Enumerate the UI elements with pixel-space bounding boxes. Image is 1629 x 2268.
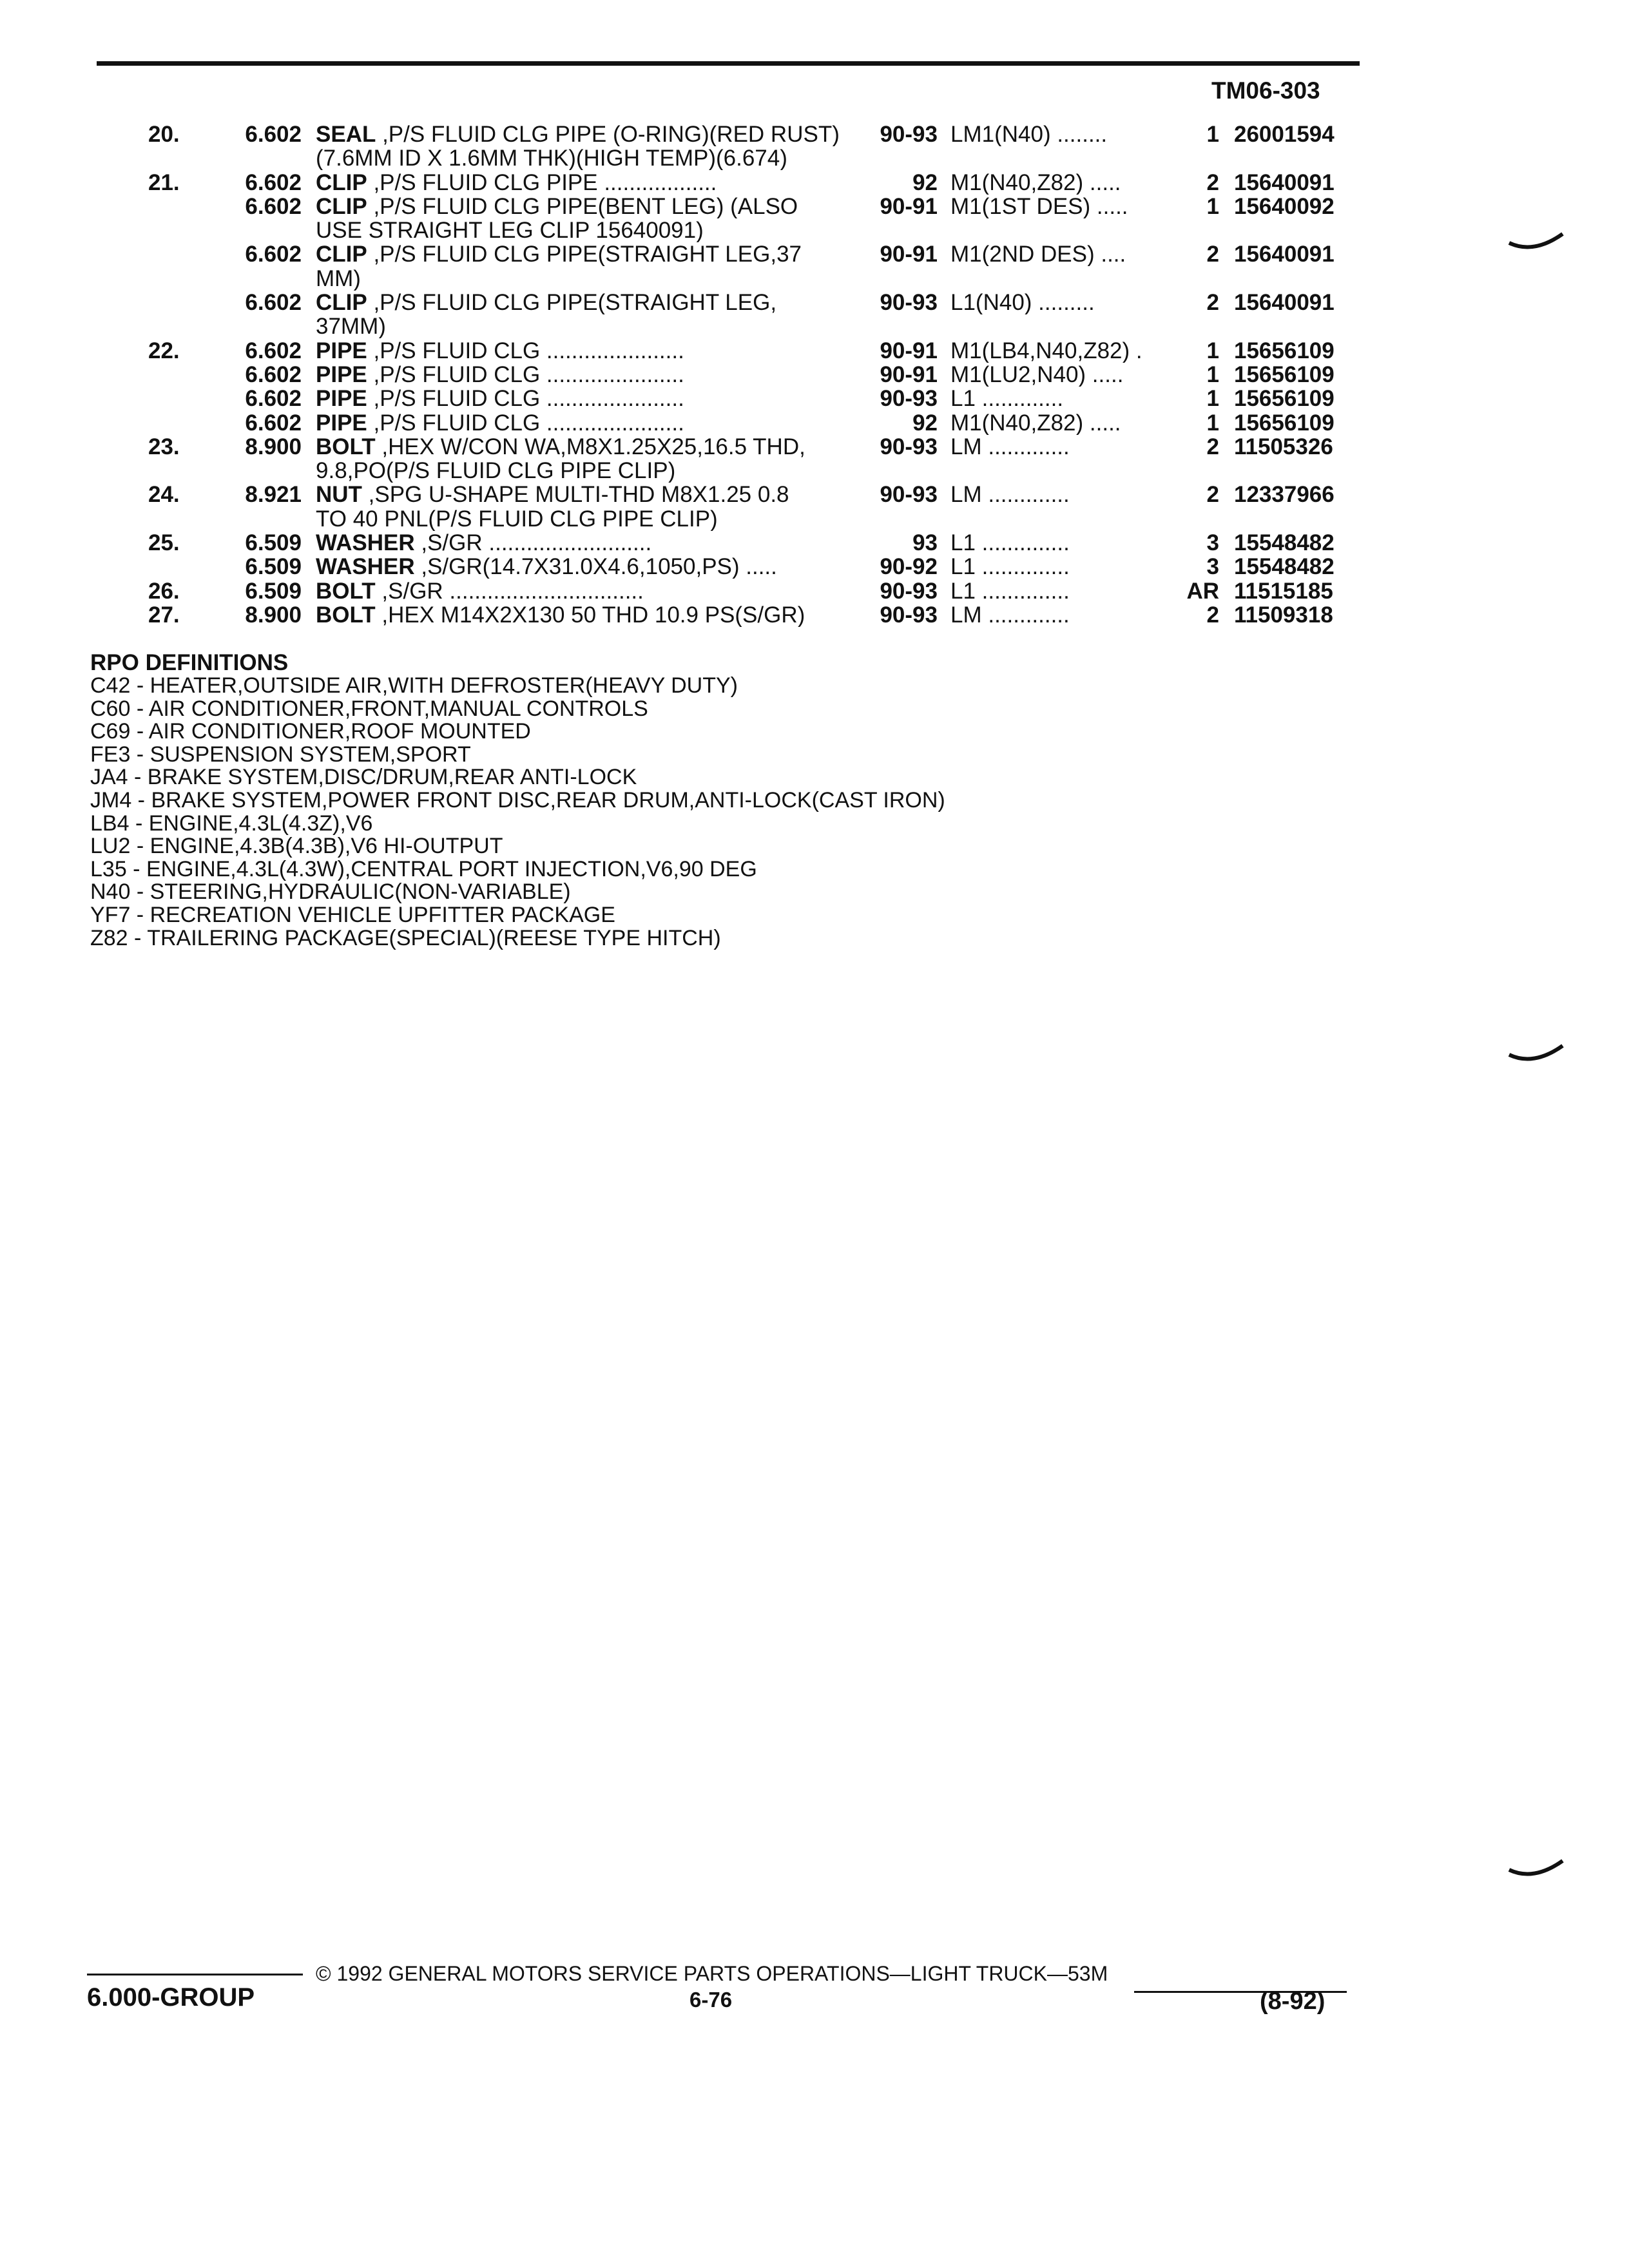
part-description-text: ,P/S FLUID CLG ...................... (367, 387, 684, 411)
model-years: 90-93 (880, 482, 938, 508)
rpo-definitions (90, 651, 945, 950)
part-name: BOLT (316, 579, 376, 603)
group-number: 6.602 (245, 386, 302, 412)
rpo-lines (90, 675, 945, 950)
group-number: 8.900 (245, 434, 302, 459)
part-name: NUT (316, 483, 362, 507)
rpo-definition: N40 - STEERING,HYDRAULIC(NON-VARIABLE) (90, 879, 571, 905)
part-number: 15656109 (1234, 338, 1335, 363)
model-years: 90-91 (880, 361, 938, 387)
parts-row (0, 603, 1629, 627)
part-name: PIPE (316, 338, 367, 363)
model-years: 90-93 (880, 386, 938, 412)
part-name: PIPE (316, 387, 367, 411)
group-number: 6.509 (245, 554, 302, 580)
parts-row (0, 435, 1629, 459)
model-code: L1 .............. (950, 531, 1070, 555)
group-number: 6.509 (245, 578, 302, 604)
part-description-text: ,P/S FLUID CLG PIPE(BENT LEG) (ALSO (367, 194, 798, 218)
part-description (316, 507, 844, 531)
footer-group: 6.000-GROUP (87, 1983, 255, 2012)
model-years: 90-93 (880, 290, 938, 316)
parts-row (0, 171, 1629, 195)
parts-row (0, 579, 1629, 603)
part-name: BOLT (316, 434, 376, 459)
rpo-definition: L35 - ENGINE,4.3L(4.3W),CENTRAL PORT INJECTION,V6,90 DEG (90, 856, 757, 881)
quantity: 1 (1206, 122, 1219, 147)
rpo-definition: LB4 - ENGINE,4.3L(4.3Z),V6 (90, 811, 373, 836)
model-years: 90-93 (880, 122, 938, 147)
quantity: 1 (1206, 410, 1219, 436)
rpo-definition: YF7 - RECREATION VEHICLE UPFITTER PACKAGE (90, 902, 615, 927)
model-code: LM ............. (950, 434, 1070, 459)
parts-row (0, 267, 1629, 291)
part-name: CLIP (316, 194, 367, 218)
model-code: LM ............. (950, 602, 1070, 627)
parts-row (0, 314, 1629, 338)
quantity: 2 (1206, 434, 1219, 459)
part-description (316, 387, 844, 410)
item-number: 20. (148, 122, 180, 147)
quantity: 2 (1206, 482, 1219, 508)
item-number: 27. (148, 602, 180, 628)
part-description-text: ,SPG U-SHAPE MULTI-THD M8X1.25 0.8 (361, 483, 789, 507)
part-name: CLIP (316, 242, 367, 267)
top-rule (97, 61, 1360, 66)
item-number: 24. (148, 482, 180, 508)
model-years: 90-93 (880, 434, 938, 459)
binding-mark (1508, 1041, 1566, 1066)
part-number: 11505326 (1234, 434, 1333, 459)
parts-row (0, 555, 1629, 579)
part-description (316, 363, 844, 387)
quantity: AR (1186, 578, 1219, 604)
model-years: 90-93 (880, 602, 938, 628)
part-description-text: ,P/S FLUID CLG PIPE(STRAIGHT LEG,37 (367, 242, 802, 267)
part-description (316, 531, 844, 555)
part-number: 15656109 (1234, 361, 1335, 387)
part-description-text: ,S/GR ............................... (375, 579, 644, 603)
quantity: 1 (1206, 338, 1219, 363)
parts-row (0, 387, 1629, 410)
part-description-text: 9.8,PO(P/S FLUID CLG PIPE CLIP) (316, 459, 676, 483)
part-description-text: ,S/GR .......................... (414, 531, 652, 555)
rpo-definition: C42 - HEATER,OUTSIDE AIR,WITH DEFROSTER(HEAVY DUTY) (90, 673, 738, 698)
footer-page-number: 6-76 (689, 1988, 733, 2012)
part-description (316, 435, 844, 459)
part-number: 15548482 (1234, 554, 1335, 580)
footer-rule-left (87, 1974, 303, 1975)
quantity: 1 (1206, 193, 1219, 219)
parts-row (0, 483, 1629, 506)
part-description (316, 146, 844, 170)
binding-mark (1508, 1856, 1566, 1881)
part-description (316, 603, 844, 627)
rpo-definition: JA4 - BRAKE SYSTEM,DISC/DRUM,REAR ANTI-LOCK (90, 765, 637, 790)
model-years: 90-91 (880, 193, 938, 219)
model-years: 90-93 (880, 578, 938, 604)
part-name: WASHER (316, 555, 415, 579)
part-name: CLIP (316, 170, 367, 195)
part-description (316, 122, 844, 146)
part-description (316, 579, 844, 603)
part-name: SEAL (316, 122, 376, 146)
footer-date: (8-92) (1260, 1988, 1325, 2015)
part-number: 15656109 (1234, 386, 1335, 412)
model-years: 90-92 (880, 554, 938, 580)
part-number: 15640092 (1234, 193, 1335, 219)
item-number: 23. (148, 434, 180, 459)
group-number: 6.602 (245, 193, 302, 219)
group-number: 6.509 (245, 530, 302, 556)
part-description-text: ,P/S FLUID CLG ...................... (367, 362, 684, 387)
part-description-text: USE STRAIGHT LEG CLIP 15640091) (316, 218, 704, 243)
part-description (316, 339, 844, 363)
parts-list (0, 122, 1629, 627)
parts-row (0, 531, 1629, 555)
part-number: 12337966 (1234, 482, 1335, 508)
part-name: WASHER (316, 531, 415, 555)
parts-row (0, 363, 1629, 387)
part-number: 11509318 (1234, 602, 1333, 628)
quantity: 2 (1206, 290, 1219, 316)
parts-row (0, 339, 1629, 363)
part-name: BOLT (316, 602, 376, 627)
part-number: 26001594 (1234, 122, 1335, 147)
part-number: 15656109 (1234, 410, 1335, 436)
part-description-text: ,P/S FLUID CLG PIPE .................. (367, 170, 717, 195)
parts-row (0, 411, 1629, 435)
parts-row (0, 291, 1629, 314)
part-description-text: ,HEX M14X2X130 50 THD 10.9 PS(S/GR) (375, 602, 805, 627)
rpo-definition: Z82 - TRAILERING PACKAGE(SPECIAL)(REESE TYPE HITCH) (90, 925, 721, 950)
item-number: 22. (148, 338, 180, 363)
model-code: L1 .............. (950, 555, 1070, 579)
model-code: M1(N40,Z82) ..... (950, 170, 1121, 195)
part-name: CLIP (316, 291, 367, 315)
part-description-text: ,S/GR(14.7X31.0X4.6,1050,PS) ..... (414, 555, 777, 579)
parts-row (0, 507, 1629, 531)
parts-row (0, 218, 1629, 242)
group-number: 8.921 (245, 482, 302, 508)
parts-row (0, 122, 1629, 146)
rpo-definition: C60 - AIR CONDITIONER,FRONT,MANUAL CONTROLS (90, 696, 648, 721)
quantity: 2 (1206, 242, 1219, 267)
part-description (316, 459, 844, 483)
group-number: 6.602 (245, 410, 302, 436)
group-number: 6.602 (245, 122, 302, 147)
model-code: LM ............. (950, 483, 1070, 507)
rpo-definition: FE3 - SUSPENSION SYSTEM,SPORT (90, 742, 471, 767)
quantity: 2 (1206, 602, 1219, 628)
part-number: 15640091 (1234, 169, 1335, 195)
part-description (316, 267, 844, 291)
model-years: 92 (912, 410, 938, 436)
part-description-text: ,P/S FLUID CLG PIPE(STRAIGHT LEG, (367, 291, 777, 315)
rpo-definition: C69 - AIR CONDITIONER,ROOF MOUNTED (90, 719, 531, 744)
group-number: 6.602 (245, 169, 302, 195)
model-code: LM1(N40) ........ (950, 122, 1108, 146)
item-number: 26. (148, 578, 180, 604)
part-description (316, 242, 844, 266)
group-number: 6.602 (245, 242, 302, 267)
model-code: M1(N40,Z82) ..... (950, 410, 1121, 435)
part-description-text: MM) (316, 266, 361, 291)
binding-mark (1508, 229, 1566, 255)
group-number: 6.602 (245, 361, 302, 387)
model-code: M1(1ST DES) ..... (950, 194, 1128, 218)
part-description (316, 411, 844, 435)
part-description-text: ,P/S FLUID CLG PIPE (O-RING)(RED RUST) (376, 122, 840, 146)
part-description (316, 171, 844, 195)
model-code: M1(2ND DES) .... (950, 242, 1126, 267)
model-code: L1 .............. (950, 579, 1070, 603)
part-name: PIPE (316, 410, 367, 435)
model-code: M1(LB4,N40,Z82) . (950, 338, 1142, 363)
quantity: 3 (1206, 530, 1219, 556)
rpo-definition: JM4 - BRAKE SYSTEM,POWER FRONT DISC,REAR DRUM,ANTI-LOCK(CAST IRON) (90, 787, 945, 812)
part-description-text: (7.6MM ID X 1.6MM THK)(HIGH TEMP)(6.674) (316, 146, 787, 171)
part-number: 15640091 (1234, 242, 1335, 267)
parts-row (0, 459, 1629, 483)
quantity: 3 (1206, 554, 1219, 580)
rpo-title: RPO DEFINITIONS (90, 650, 289, 675)
part-description (316, 314, 844, 338)
quantity: 2 (1206, 169, 1219, 195)
parts-row (0, 146, 1629, 170)
group-number: 6.602 (245, 290, 302, 316)
part-description-text: ,HEX W/CON WA,M8X1.25X25,16.5 THD, (375, 434, 805, 459)
model-years: 93 (912, 530, 938, 556)
model-years: 90-91 (880, 242, 938, 267)
quantity: 1 (1206, 361, 1219, 387)
part-number: 15548482 (1234, 530, 1335, 556)
part-description (316, 195, 844, 218)
part-description (316, 483, 844, 506)
part-number: 15640091 (1234, 290, 1335, 316)
item-number: 21. (148, 169, 180, 195)
parts-row (0, 195, 1629, 218)
part-description-text: 37MM) (316, 314, 386, 339)
part-description (316, 555, 844, 579)
parts-row (0, 242, 1629, 266)
rpo-definition: LU2 - ENGINE,4.3B(4.3B),V6 HI-OUTPUT (90, 834, 503, 859)
model-code: M1(LU2,N40) ..... (950, 362, 1124, 387)
document-code: TM06-303 (1211, 77, 1320, 104)
model-years: 92 (912, 169, 938, 195)
part-description-text: ,P/S FLUID CLG ...................... (367, 338, 684, 363)
part-description-text: ,P/S FLUID CLG ...................... (367, 410, 684, 435)
group-number: 8.900 (245, 602, 302, 628)
group-number: 6.602 (245, 338, 302, 363)
part-description (316, 218, 844, 242)
part-name: PIPE (316, 362, 367, 387)
part-description (316, 291, 844, 314)
model-years: 90-91 (880, 338, 938, 363)
part-number: 11515185 (1234, 578, 1333, 604)
model-code: L1 ............. (950, 387, 1064, 411)
model-code: L1(N40) ......... (950, 291, 1095, 315)
footer-copyright: © 1992 GENERAL MOTORS SERVICE PARTS OPERATIONS—LIGHT TRUCK—53M (316, 1962, 1108, 1985)
quantity: 1 (1206, 386, 1219, 412)
item-number: 25. (148, 530, 180, 556)
part-description-text: TO 40 PNL(P/S FLUID CLG PIPE CLIP) (316, 506, 718, 531)
